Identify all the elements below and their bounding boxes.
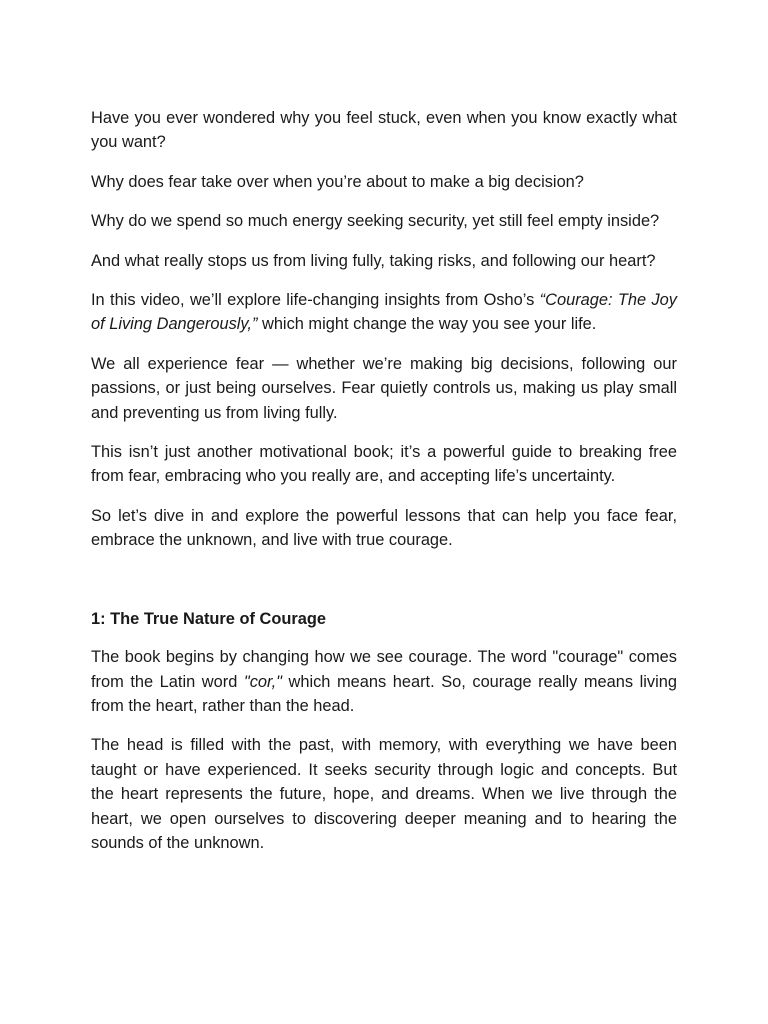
intro-paragraph-5-lead: In this video, we’ll explore life-changing insights from Osho’s	[91, 291, 540, 310]
intro-paragraph-5	[91, 288, 677, 337]
section-heading: 1: The True Nature of Courage	[91, 609, 326, 628]
section-paragraph-1	[91, 645, 677, 718]
intro-paragraph-5-tail: which might change the way you see your life.	[257, 315, 597, 334]
intro-paragraph-3: Why do we spend so much energy seeking security, yet still feel empty inside?	[91, 212, 660, 231]
section-paragraph-1-lead: The book begins by changing how we see courage. The word "courage" comes from the Latin word	[91, 648, 677, 691]
book-title: “Courage: The Joy of Living Dangerously,”	[91, 291, 677, 334]
intro-paragraph-1: Have you ever wondered why you feel stuck, even when you know exactly what you want?	[91, 109, 677, 152]
document-page	[91, 106, 677, 870]
intro-paragraph-4: And what really stops us from living fully, taking risks, and following our heart?	[91, 251, 656, 270]
intro-paragraph-2: Why does fear take over when you’re about to make a big decision?	[91, 172, 584, 191]
intro-paragraph-6: We all experience fear — whether we’re making big decisions, following our passions, or just being ourselves. Fear quietly controls us, making us play small and preventing us from living fully.	[91, 354, 677, 422]
latin-word: "cor,"	[243, 672, 282, 691]
section-paragraph-2: The head is filled with the past, with memory, with everything we have been taught or have experienced. It seeks security through logic and concepts. But the heart represents the future, hope, and dreams. When we live through the heart, we open ourselves to discovering deeper meaning and to hearing the sounds of the unknown.	[91, 736, 677, 852]
intro-paragraph-8: So let’s dive in and explore the powerful lessons that can help you face fear, embrace the unknown, and live with true courage.	[91, 506, 677, 550]
intro-paragraph-7: This isn’t just another motivational book; it’s a powerful guide to breaking free from fear, embracing who you really are, and accepting life’s uncertainty.	[91, 443, 677, 486]
section-paragraph-1-tail: which means heart. So, courage really means living from the heart, rather than the head.	[91, 672, 677, 715]
